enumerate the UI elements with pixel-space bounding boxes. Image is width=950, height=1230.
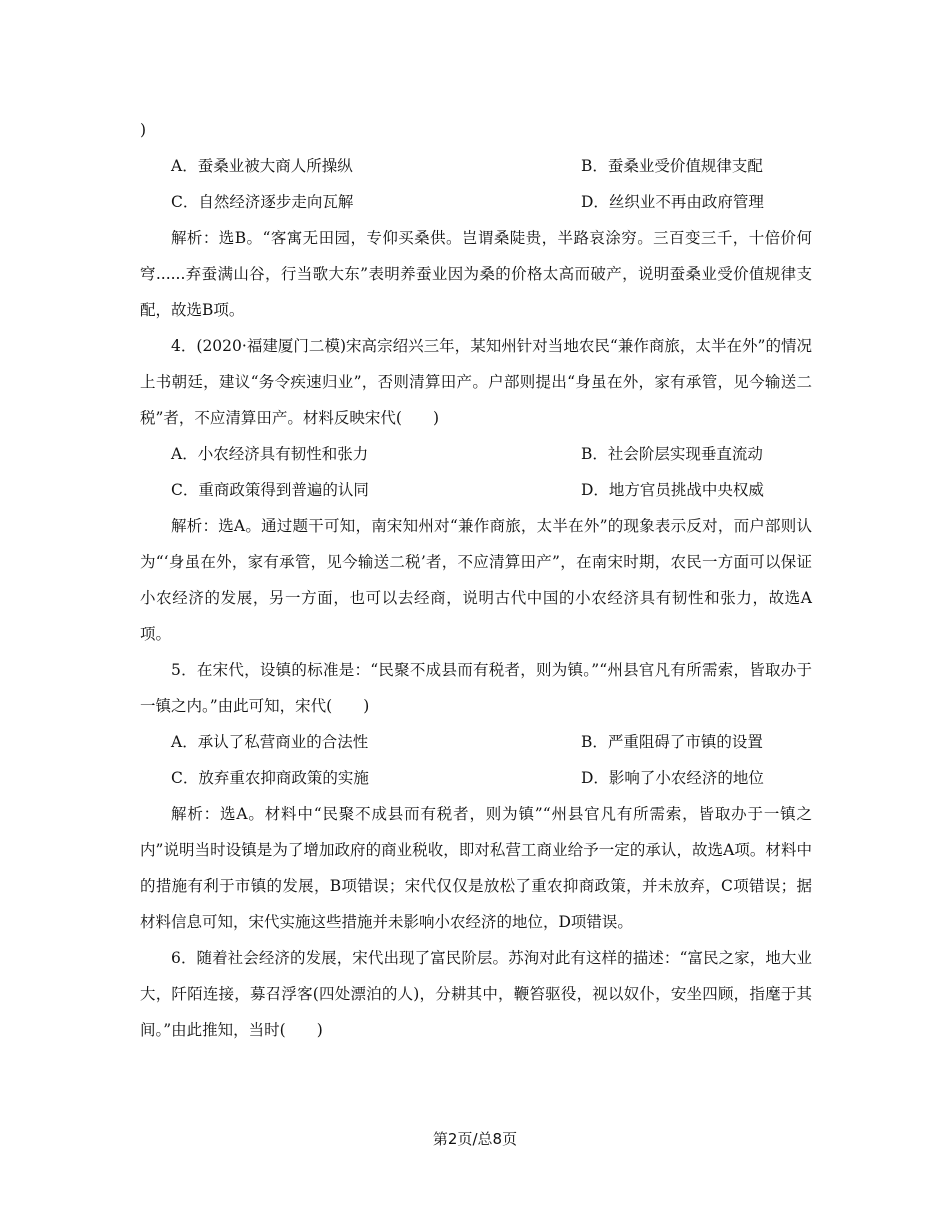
q5-stem: 5．在宋代，设镇的标准是：“民聚不成县而有税者，则为镇。”“州县官凡有所需索，皆取办于一镇之内。”由此可知，宋代( ) bbox=[140, 661, 812, 715]
q3-stem-tail: ) bbox=[140, 121, 147, 139]
q3-analysis: 解析：选B。“客寓无田园，专仰买桑供。岂谓桑陡贵，半路哀涂穷。三百变三千，十倍价何穹......弃蚕满山谷，行当歌大东”表明养蚕业因为桑的价格太高而破产，说明蚕桑业受价值规律支配，故选B项。 bbox=[140, 229, 812, 319]
q5-options-row-2 bbox=[140, 760, 812, 796]
q5-options-row-1 bbox=[140, 724, 812, 760]
q4-options-row-1 bbox=[140, 436, 812, 472]
q4-option-d: D．地方官员挑战中央权威 bbox=[581, 481, 764, 499]
q3-option-b: B．蚕桑业受价值规律支配 bbox=[581, 157, 763, 175]
q5-analysis: 解析：选A。材料中“民聚不成县而有税者，则为镇”“州县官凡有所需索，皆取办于一镇之内”说明当时设镇是为了增加政府的商业税收，即对私营工商业给予一定的承认，故选A项。材料中的措施有利于市镇的发展，B项错误；宋代仅仅是放松了重农抑商政策，并未放弃，C项错误；据材料信息可知，宋代实施这些措施并未影响小农经济的地位，D项错误。 bbox=[140, 805, 812, 931]
q4-option-a: A．小农经济具有韧性和张力 bbox=[171, 445, 369, 463]
q3-option-a: A．蚕桑业被大商人所操纵 bbox=[171, 157, 353, 175]
q4-analysis: 解析：选A。通过题干可知，南宋知州对“兼作商旅，太半在外”的现象表示反对，而户部则认为“‘身虽在外，家有承管，见今输送二税’者，不应清算田产”，在南宋时期，农民一方面可以保证小农经济的发展，另一方面，也可以去经商，说明古代中国的小农经济具有韧性和张力，故选A项。 bbox=[140, 517, 812, 643]
q5-option-b: B．严重阻碍了市镇的设置 bbox=[581, 733, 763, 751]
q5-option-a: A．承认了私营商业的合法性 bbox=[171, 733, 369, 751]
q3-options-row-2 bbox=[140, 184, 812, 220]
q3-options-row-1 bbox=[140, 148, 812, 184]
page-content bbox=[140, 112, 812, 1048]
q4-options-row-2 bbox=[140, 472, 812, 508]
q5-option-c: C．放弃重农抑商政策的实施 bbox=[171, 769, 369, 787]
q3-option-c: C．自然经济逐步走向瓦解 bbox=[171, 193, 354, 211]
q6-stem: 6．随着社会经济的发展，宋代出现了富民阶层。苏洵对此有这样的描述：“富民之家，地大业大，阡陌连接，募召浮客(四处漂泊的人)，分耕其中，鞭笞驱役，视以奴仆，安坐四顾，指麾于其间。”由此推知，当时( ) bbox=[140, 949, 812, 1039]
q4-stem: 4．(2020·福建厦门二模)宋高宗绍兴三年，某知州针对当地农民“兼作商旅，太半在外”的情况上书朝廷，建议“务令疾速归业”，否则清算田产。户部则提出“身虽在外，家有承管，见今输送二税”者，不应清算田产。材料反映宋代( ) bbox=[140, 337, 812, 427]
q5-option-d: D．影响了小农经济的地位 bbox=[581, 769, 764, 787]
q4-option-b: B．社会阶层实现垂直流动 bbox=[581, 445, 763, 463]
q4-option-c: C．重商政策得到普遍的认同 bbox=[171, 481, 369, 499]
page-footer: 第2页/总8页 bbox=[432, 1130, 518, 1148]
q3-option-d: D．丝织业不再由政府管理 bbox=[581, 193, 764, 211]
